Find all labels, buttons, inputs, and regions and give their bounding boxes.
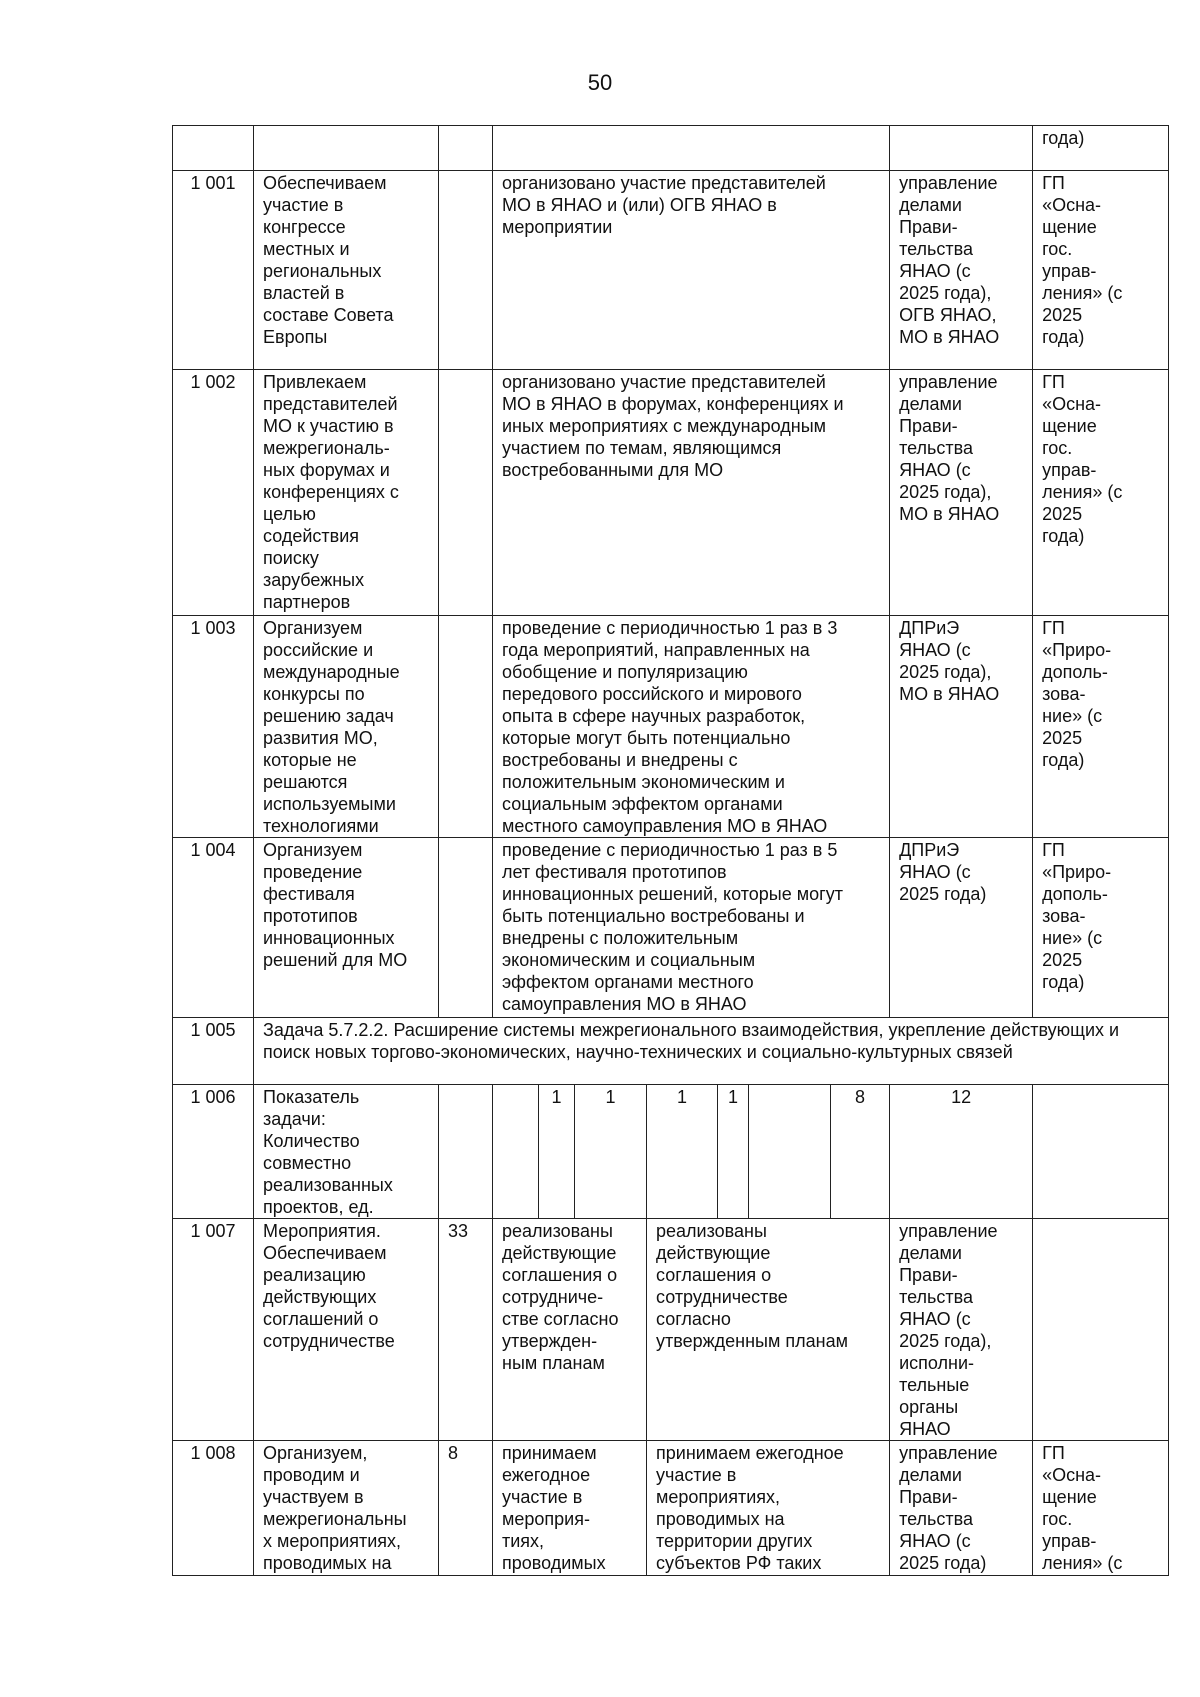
- indicator-value: [749, 1085, 831, 1219]
- page-number: 50: [587, 70, 613, 95]
- row-number: 1 001: [173, 171, 254, 370]
- program-cell: ГП «Осна- щение гос. управ- ления» (с 2025 года): [1033, 171, 1169, 370]
- column-3-cell: [439, 370, 493, 616]
- table-row: [173, 1219, 1169, 1441]
- row-number: 1 004: [173, 838, 254, 1018]
- program-cell: ГП «Осна- щение гос. управ- ления» (с 2025 года): [1033, 370, 1169, 616]
- task-cell: [254, 126, 439, 171]
- program-cell: [1033, 1219, 1169, 1441]
- program-cell: ГП «Приро- дополь- зова- ние» (с 2025 года): [1033, 838, 1169, 1018]
- indicator-value: 8: [831, 1085, 890, 1219]
- result-long-cell: принимаем ежегодное участие в мероприятиях, проводимых на территории других субъектов РФ таких: [647, 1441, 890, 1576]
- responsible-cell: управление делами Прави- тельства ЯНАО (с 2025 года), ОГВ ЯНАО, МО в ЯНАО: [890, 171, 1033, 370]
- row-number: 1 007: [173, 1219, 254, 1441]
- row-number: [173, 126, 254, 171]
- responsible-cell: ДПРиЭ ЯНАО (с 2025 года), МО в ЯНАО: [890, 616, 1033, 838]
- result-cell: организовано участие представителей МО в ЯНАО и (или) ОГВ ЯНАО в мероприятии: [493, 171, 890, 370]
- program-cell: года): [1033, 126, 1169, 171]
- table-row: [173, 838, 1169, 1018]
- responsible-cell: [890, 126, 1033, 171]
- result-cell: проведение с периодичностью 1 раз в 5 лет фестиваля прототипов инновационных решений, которые могут быть потенциально востребованы и внедрены с положительным экономическим и социальным эффектом органами местного самоуправления МО в ЯНАО: [493, 838, 890, 1018]
- column-3-cell: [439, 171, 493, 370]
- result-cell: проведение с периодичностью 1 раз в 3 года мероприятий, направленных на обобщение и популяризацию передового российского и мирового опыта в сфере научных разработок, которые могут быть потенциально востребованы и внедрены с положительным экономическим и социальным эффектом органами местного самоуправления МО в ЯНАО: [493, 616, 890, 838]
- result-short-cell: принимаем ежегодное участие в мероприя- тиях, проводимых: [493, 1441, 647, 1576]
- program-cell: ГП «Осна- щение гос. управ- ления» (с: [1033, 1441, 1169, 1576]
- column-3-cell: [439, 126, 493, 171]
- table-row: [173, 126, 1169, 171]
- row-number: 1 006: [173, 1085, 254, 1219]
- task-cell: Мероприятия. Обеспечиваем реализацию действующих соглашений о сотрудничестве: [254, 1219, 439, 1441]
- column-3-cell: [439, 838, 493, 1018]
- column-3-cell: 8: [439, 1441, 493, 1576]
- task-cell: Организуем, проводим и участвуем в межрегиональны х мероприятиях, проводимых на: [254, 1441, 439, 1576]
- table-row: [173, 616, 1169, 838]
- task-cell: Организуем российские и международные конкурсы по решению задач развития МО, которые не решаются используемыми технологиями: [254, 616, 439, 838]
- table-row: [173, 1441, 1169, 1576]
- responsible-cell: управление делами Прави- тельства ЯНАО (с 2025 года), МО в ЯНАО: [890, 370, 1033, 616]
- column-3-cell: [439, 1085, 493, 1219]
- indicator-value: [493, 1085, 539, 1219]
- program-cell: ГП «Приро- дополь- зова- ние» (с 2025 года): [1033, 616, 1169, 838]
- row-number: 1 002: [173, 370, 254, 616]
- responsible-cell: управление делами Прави- тельства ЯНАО (с 2025 года): [890, 1441, 1033, 1576]
- task-cell: Обеспечиваем участие в конгрессе местных и региональных властей в составе Совета Европы: [254, 171, 439, 370]
- indicator-row: [173, 1085, 1169, 1219]
- indicator-value: 1: [718, 1085, 749, 1219]
- row-number: 1 003: [173, 616, 254, 838]
- task-cell: Организуем проведение фестиваля прототипов инновационных решений для МО: [254, 838, 439, 1018]
- result-cell: [493, 126, 890, 171]
- measures-table: [172, 125, 1169, 1576]
- indicator-program: [1033, 1085, 1169, 1219]
- indicator-value: 12: [890, 1085, 1033, 1219]
- indicator-value: 1: [647, 1085, 718, 1219]
- indicator-value: 1: [575, 1085, 647, 1219]
- responsible-cell: управление делами Прави- тельства ЯНАО (с 2025 года), исполни- тельные органы ЯНАО: [890, 1219, 1033, 1441]
- row-number: 1 008: [173, 1441, 254, 1576]
- indicator-name: Показатель задачи: Количество совместно реализованных проектов, ед.: [254, 1085, 439, 1219]
- result-short-cell: реализованы действующие соглашения о сотрудниче- стве согласно утвержден- ным планам: [493, 1219, 647, 1441]
- result-cell: организовано участие представителей МО в ЯНАО в форумах, конференциях и иных мероприятиях с международным участием по темам, являющимся востребованными для МО: [493, 370, 890, 616]
- row-number: 1 005: [173, 1018, 254, 1085]
- table-row: [173, 370, 1169, 616]
- task-heading: Задача 5.7.2.2. Расширение системы межрегионального взаимодействия, укрепление действующих и поиск новых торгово-экономических, научно-технических и социально-культурных связей: [254, 1018, 1169, 1085]
- task-heading-row: [173, 1018, 1169, 1085]
- indicator-value: 1: [539, 1085, 575, 1219]
- column-3-cell: [439, 616, 493, 838]
- task-cell: Привлекаем представителей МО к участию в межрегиональ- ных форумах и конференциях с целью содействия поиску зарубежных партнеров: [254, 370, 439, 616]
- table-row: [173, 171, 1169, 370]
- result-long-cell: реализованы действующие соглашения о сотрудничестве согласно утвержденным планам: [647, 1219, 890, 1441]
- column-3-cell: 33: [439, 1219, 493, 1441]
- responsible-cell: ДПРиЭ ЯНАО (с 2025 года): [890, 838, 1033, 1018]
